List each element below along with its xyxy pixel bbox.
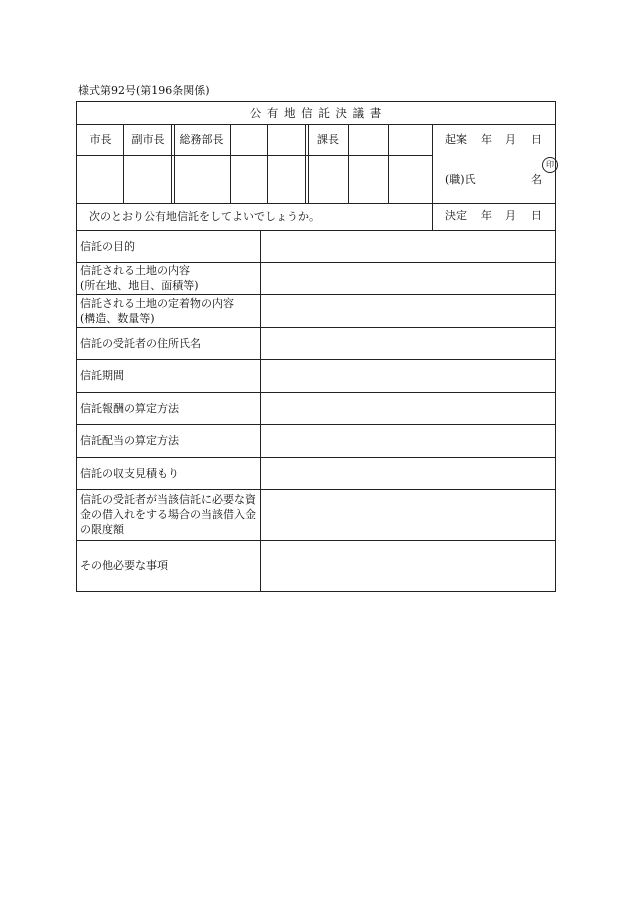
item-label-text: その他必要な事項	[80, 559, 168, 572]
approver-section-chief-label: 課長	[317, 133, 339, 146]
item-label	[80, 424, 260, 457]
form-title: 公 有 地 信 託 決 議 書	[249, 106, 383, 120]
grid-line	[260, 230, 261, 591]
item-label-text: 信託の収支見積もり	[80, 466, 179, 480]
item-label	[80, 327, 260, 359]
item-label-text: 信託の受託者が当該信託に必要な資金の借入れをする場合の当該借入金の限度額	[80, 493, 256, 536]
item-label	[80, 359, 260, 392]
grid-line	[171, 124, 175, 203]
decided-year-label: 年	[481, 209, 492, 222]
approver-mayor-label: 市長	[89, 133, 112, 146]
item-label-text: 信託の目的	[80, 239, 135, 253]
official-name-suffix: 名	[531, 173, 542, 186]
item-label-text: 信託される土地の定着物の内容 (構造、数量等)	[80, 296, 234, 325]
item-label-text: 信託期間	[80, 369, 124, 382]
form-number-label: 様式第92号(第196条関係)	[78, 84, 210, 97]
decided-month-label: 月	[505, 209, 516, 222]
approver-general-affairs-director-label: 総務部長	[179, 133, 224, 146]
approver-deputy-mayor-label: 副市長	[131, 133, 165, 146]
decided-label: 決定	[445, 209, 467, 222]
grid-line	[230, 124, 231, 203]
drafted-year-label: 年	[481, 133, 492, 146]
grid-line	[348, 124, 349, 203]
drafted-label: 起案	[445, 133, 467, 146]
official-signature-row: (職)氏 名 印	[445, 157, 555, 203]
resolution-question: 次のとおり公有地信託をしてよいでしょうか。	[89, 210, 320, 223]
item-label	[80, 457, 260, 489]
item-label	[80, 294, 260, 327]
item-label	[80, 262, 260, 294]
grid-line	[432, 124, 433, 230]
divider	[77, 155, 433, 156]
grid-line	[123, 124, 124, 203]
decided-date-row	[445, 202, 555, 230]
drafted-day-label: 日	[531, 133, 542, 146]
item-label-text: 信託される土地の内容 (所在地、地目、面積等)	[80, 264, 199, 292]
item-label-text: 信託配当の算定方法	[80, 434, 179, 447]
grid-line	[267, 124, 268, 203]
item-label-text: 信託の受託者の住所氏名	[80, 336, 201, 350]
drafted-date-row	[445, 125, 555, 155]
item-label	[80, 489, 260, 540]
official-name-prefix: (職)氏	[445, 173, 476, 186]
drafted-month-label: 月	[505, 133, 516, 146]
grid-line	[388, 124, 389, 203]
item-label	[80, 230, 260, 262]
resolution-form-table	[76, 101, 556, 592]
decided-day-label: 日	[531, 209, 542, 222]
item-label-text: 信託報酬の算定方法	[80, 401, 179, 415]
item-label	[80, 540, 260, 591]
grid-line	[305, 124, 309, 203]
item-label	[80, 392, 260, 424]
